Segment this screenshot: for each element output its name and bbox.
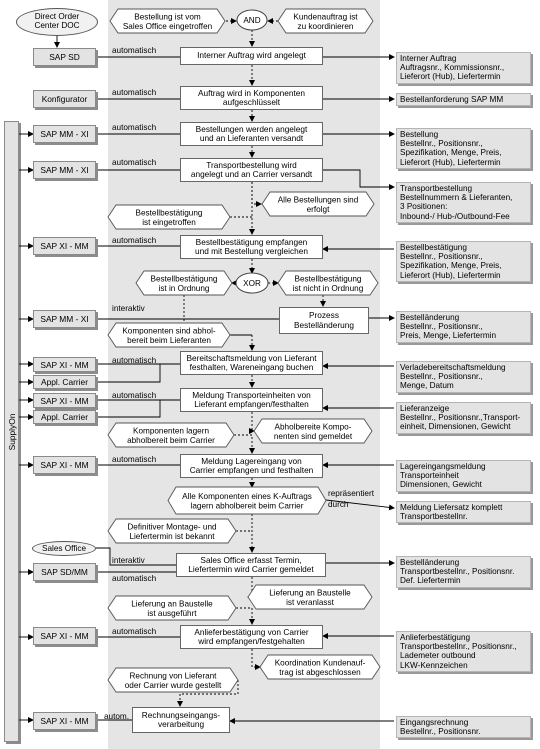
- function-text: Rechnungseingangs-: [141, 709, 221, 720]
- function-text: Auftrag wird in Komponenten: [197, 87, 305, 98]
- event-text: Koordination Kundenauf-: [274, 658, 366, 668]
- info-line: Bestelländerung: [400, 313, 460, 322]
- system-sap-xi-mm-4: SAP XI - MM: [33, 456, 96, 474]
- info-line: Bestellnummern & Lieferanten,: [400, 193, 513, 203]
- function-auftrag-komponenten: [180, 86, 323, 110]
- label-automatisch-10: automatisch: [112, 627, 157, 636]
- system-sap-xi-mm-6: SAP XI - MM: [33, 712, 96, 730]
- info-line: Lieferanzeige: [400, 404, 450, 413]
- event-text: Rechnung von Lieferant: [129, 671, 217, 681]
- label-interaktiv-2: interaktiv: [112, 556, 145, 565]
- info-line: Menge, Datum: [400, 381, 454, 391]
- info-line: Transporteinheit: [400, 471, 459, 481]
- function-text: verarbeitung: [157, 719, 205, 729]
- function-sales-office-termin: [176, 553, 326, 577]
- system-sap-sd-mm: SAP SD/MM: [33, 563, 96, 581]
- info-line: Transportbestellnr.: [400, 512, 468, 522]
- flow-f11-koord: [252, 649, 260, 667]
- function-bestellungen-angelegt: [180, 122, 323, 146]
- carrier1-f7: [96, 364, 160, 382]
- doc-actor-label: Direct Order Center DOC: [34, 12, 80, 30]
- event-text: oder Carrier wurde gestellt: [124, 680, 222, 690]
- function-anlieferbestaetigung: [180, 625, 323, 649]
- event-text: ist in Ordnung: [158, 283, 210, 293]
- system-sap-mm-xi-1: SAP MM - XI: [33, 125, 96, 143]
- label-interaktiv-1: interaktiv: [112, 304, 145, 313]
- info-line: einheit, Dimensionen, Gewicht: [400, 422, 511, 432]
- event-text: Kundenauftrag ist: [293, 12, 358, 22]
- function-text: Transportbestellung wird: [206, 159, 297, 170]
- event-text: ist nicht in Ordnung: [292, 283, 364, 293]
- info-line: Lieferort (Hub), Liefertermin: [400, 270, 501, 280]
- and-operator: [237, 10, 267, 30]
- info-line: Bestellung: [400, 130, 439, 139]
- info-bestellanforderung: [396, 93, 531, 106]
- flow-liefa-f11: [236, 608, 252, 624]
- info-line: Bestellnr., Positionsnr.,: [400, 322, 483, 332]
- event-text: Abholbereite Kompo-: [274, 422, 352, 432]
- event-bb: [108, 205, 230, 229]
- supplyon-label: SupplyOn: [6, 413, 17, 450]
- system-sap-mm-xi-3: SAP MM - XI: [33, 310, 96, 328]
- info-interner-auftrag: [396, 52, 531, 84]
- annotation-repraesentiert: repräsentiert: [328, 489, 374, 498]
- event-koord: [260, 655, 380, 679]
- info-verladebereitschaft: [396, 361, 531, 393]
- system-konfigurator: Konfigurator: [33, 90, 96, 108]
- event-text: Komponenten sind abhol-: [122, 326, 216, 336]
- label-automatisch-4: automatisch: [112, 158, 157, 167]
- event-text: ist ausgeführt: [147, 608, 197, 618]
- function-text: Prozess: [309, 310, 339, 321]
- info-line: Bestellnr., Positionsnr.,Transport-: [400, 413, 521, 423]
- info-line: Lieferort (Hub), Liefertermin: [400, 157, 501, 167]
- event-text: bereit beim Lieferanten: [127, 335, 211, 345]
- function-text: Bereitschaftsmeldung von Lieferant: [186, 352, 317, 363]
- event-text: ist veranlasst: [286, 597, 334, 607]
- info-line: Bestelländerung: [400, 558, 460, 567]
- info-line: Transportbestellnr., Positionsnr.: [400, 567, 515, 577]
- info-bestellaenderung-2: [396, 556, 531, 588]
- info-line: Lademeter outbound: [400, 651, 476, 661]
- info-line: Bestellnr., Positionsnr.,: [400, 252, 483, 262]
- function-text: Interner Auftrag wird angelegt: [197, 50, 306, 61]
- info-line: Eingangsrechnung: [400, 718, 469, 727]
- function-text: Meldung Transporteinheiten von: [192, 389, 311, 400]
- function-text: Bestellbestätigung empfangen: [195, 236, 308, 247]
- event-text: Bestellbestätigung: [150, 274, 218, 284]
- function-text: und an Lieferanten versandt: [199, 133, 304, 143]
- function-text: und mit Bestellung vergleichen: [195, 246, 308, 256]
- event-liefa: [108, 596, 236, 620]
- label-automatisch-2: automatisch: [112, 88, 157, 97]
- event-text: ist eingetroffen: [142, 217, 196, 227]
- event-text: erfolgt: [306, 204, 330, 214]
- system-sap-mm-xi-2: SAP MM - XI: [33, 161, 96, 179]
- event-rech: [108, 668, 238, 692]
- info-liefersatz-komplett: [396, 501, 531, 523]
- info-line: Spezifikation, Menge, Preis,: [400, 261, 502, 271]
- info-line: Verladebereitschaftsmeldung: [400, 363, 506, 372]
- flow-f4-alle: [252, 182, 261, 204]
- event-komp: [108, 323, 230, 347]
- info-line: Bestellnr., Positionsnr.: [400, 727, 481, 737]
- system-sap-sd: SAP SD: [33, 48, 96, 66]
- label-automatisch-3: automatisch: [112, 123, 157, 132]
- info-line: Auftragsnr., Kommissionsnr.,: [400, 63, 505, 73]
- info-bestellbestaetigung: [396, 241, 531, 282]
- system-appl-carrier-2: Appl. Carrier: [33, 410, 96, 424]
- function-text: Meldung Lagereingang von: [201, 455, 302, 466]
- info-line: Meldung Liefersatz komplett: [400, 503, 503, 512]
- event-text: Bestellung ist vom: [134, 12, 201, 22]
- event-text: nenten sind gemeldet: [273, 431, 353, 441]
- label-automatisch-1: automatisch: [112, 46, 157, 55]
- event-nok: [278, 271, 378, 295]
- function-text: Lieferant empfangen/festhalten: [194, 399, 309, 409]
- event-abh: [254, 419, 372, 443]
- event-text: Liefertermin ist bekannt: [129, 531, 215, 541]
- function-text: wird empfangen/festgehalten: [198, 636, 305, 646]
- event-text: Sales Office eingetroffen: [122, 21, 213, 31]
- function-text: angelegt und an Carrier versandt: [190, 169, 313, 179]
- function-meldung-transporteinheiten: [180, 388, 323, 412]
- info-line: Inbound-/ Hub-/Outbound-Fee: [400, 211, 510, 221]
- event-start2: [278, 9, 373, 33]
- system-sap-xi-mm-5: SAP XI - MM: [33, 627, 96, 645]
- event-text: Definitiver Montage- und: [127, 522, 217, 532]
- info-line: Transportbestellnr., Positionsnr.,: [400, 642, 517, 652]
- label-automatisch-6: automatisch: [112, 356, 157, 365]
- info-line: Spezifikation, Menge, Preis,: [400, 148, 502, 158]
- function-text: Sales Office erfasst Termin,: [200, 554, 302, 565]
- function-text: Bestellungen werden angelegt: [195, 123, 308, 134]
- info-transportbestellung: [396, 182, 531, 223]
- operator-label: AND: [243, 16, 261, 25]
- annotation-durch: durch: [328, 500, 349, 509]
- info-line: Preis, Menge, Liefertermin: [400, 331, 497, 341]
- info-lagereingangsmeldung: [396, 460, 531, 492]
- info-line: Anlieferbestätigung: [400, 633, 471, 642]
- system-sap-xi-mm-2: SAP XI - MM: [33, 357, 96, 372]
- operator-label: XOR: [243, 279, 261, 288]
- info-line: LKW-Kennzeichen: [400, 660, 468, 670]
- event-text: abholbereit beim Carrier: [127, 435, 215, 445]
- info-line: Bestellbestätigung: [400, 243, 467, 252]
- function-text: festhalten, Wareneingang buchen: [189, 362, 314, 372]
- event-alle: [262, 192, 374, 216]
- info-line: Interner Auftrag: [400, 54, 457, 63]
- info-lieferanzeige: [396, 402, 531, 434]
- function-text: aufgeschlüsselt: [222, 97, 281, 107]
- event-text: Lieferung an Baustelle: [269, 588, 351, 598]
- event-liefv: [248, 585, 372, 609]
- function-bestellbestaetigung-empfangen: [180, 235, 323, 259]
- function-meldung-lagereingang: [180, 454, 323, 478]
- event-lager: [108, 423, 234, 447]
- xor-operator: [236, 273, 268, 293]
- event-text: Bestellbestätigung: [294, 274, 362, 284]
- info-bestellaenderung-1: [396, 311, 531, 343]
- event-def: [108, 519, 236, 543]
- info-line: Def. Liefertermin: [400, 576, 461, 586]
- info-line: Transportbestellung: [400, 184, 473, 193]
- event-text: lagern abholbereit beim Carrier: [190, 501, 304, 511]
- label-automatisch-5: automatisch: [112, 236, 157, 245]
- event-text: Lieferung an Baustelle: [131, 599, 213, 609]
- label-automatisch-9: automatisch: [112, 574, 157, 583]
- system-appl-carrier-1: Appl. Carrier: [33, 375, 96, 389]
- event-start1: [110, 9, 225, 33]
- system-sap-xi-mm-1: SAP XI - MM: [33, 237, 96, 255]
- info-bestellung: [396, 128, 531, 169]
- function-text: Liefertermin wird Carrier gemeldet: [188, 564, 314, 574]
- function-rechnungseingang: [132, 707, 230, 733]
- function-transportbestellung: [180, 158, 323, 182]
- function-text: Carrier empfangen und festhalten: [189, 465, 314, 475]
- function-prozess-bestellaenderung: [279, 307, 369, 334]
- info-line: Lagereingangsmeldung: [400, 462, 486, 471]
- event-alle_k: [168, 487, 326, 514]
- info-eingangsrechnung: [396, 716, 531, 738]
- event-text: trag ist abgeschlossen: [279, 667, 361, 677]
- event-text: Alle Komponenten eines K-Auftrags: [182, 491, 312, 501]
- carrier2-f8: [96, 400, 160, 417]
- label-autom: autom.: [104, 712, 130, 721]
- event-ok: [136, 271, 232, 295]
- info-line: Dimensionen, Gewicht: [400, 480, 482, 490]
- sales-office-label: Sales Office: [42, 543, 86, 553]
- function-text: Bestelländerung: [294, 319, 354, 330]
- label-automatisch-8: automatisch: [112, 455, 157, 464]
- event-text: Bestellbestätigung: [135, 208, 203, 218]
- info-line: Bestellnr., Positionsnr.,: [400, 139, 483, 149]
- info-line: 3 Positionen:: [400, 202, 448, 212]
- flow-f8-abh: [252, 412, 254, 431]
- function-bereitschaftsmeldung: [180, 351, 323, 375]
- function-text: Anlieferbestätigung von Carrier: [194, 626, 309, 637]
- event-text: Alle Bestellungen sind: [277, 195, 359, 205]
- info-line: Lieferort (Hub), Liefertermin: [400, 72, 501, 82]
- flow-lager-f9: [234, 435, 252, 453]
- f4-info4: [323, 170, 394, 187]
- event-text: zu koordinieren: [297, 21, 354, 31]
- label-automatisch-7: automatisch: [112, 391, 157, 400]
- function-interner-auftrag: [180, 47, 323, 65]
- event-text: Komponenten lagern: [132, 426, 210, 436]
- system-sap-xi-mm-3: SAP XI - MM: [33, 393, 96, 408]
- info-line: Bestellanforderung SAP MM: [400, 95, 504, 104]
- info-anlieferbestaetigung: [396, 631, 531, 672]
- info-line: Bestellnr., Positionsnr.,: [400, 372, 483, 382]
